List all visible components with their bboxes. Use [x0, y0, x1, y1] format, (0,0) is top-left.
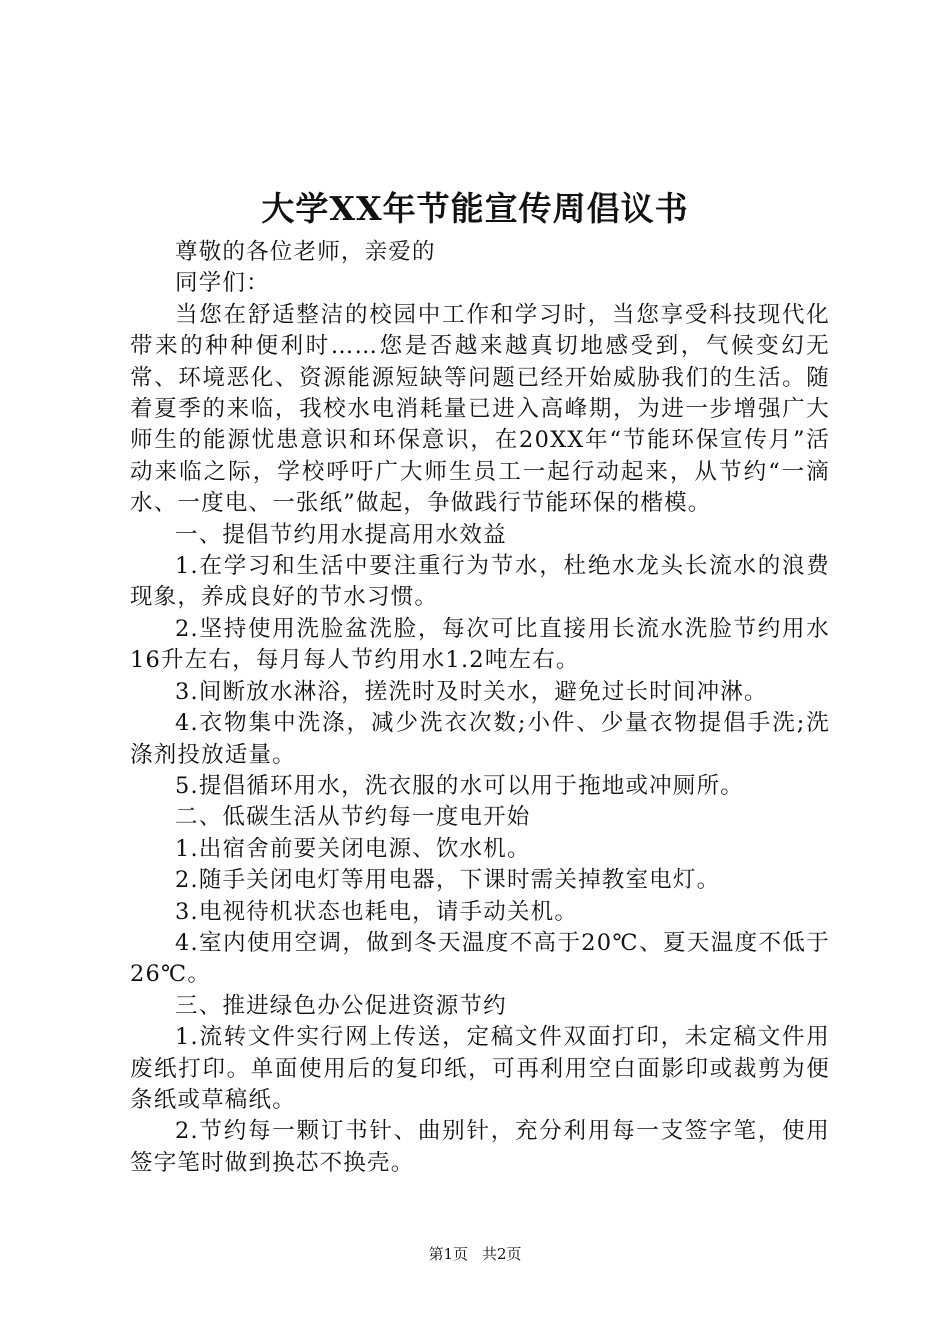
section-heading-electricity: 二、低碳生活从节约每一度电开始 — [175, 804, 531, 831]
water-item-4: 4.衣物集中洗涤，减少洗衣次数;小件、少量衣物提倡手洗;洗涤剂投放适量。 — [130, 710, 830, 768]
document-title: 大学XX年节能宣传周倡议书 — [261, 189, 689, 228]
section-heading-office: 三、推进绿色办公促进资源节约 — [175, 992, 507, 1019]
water-item-5: 5.提倡循环用水，洗衣服的水可以用于拖地或冲厕所。 — [175, 772, 744, 799]
office-item-1: 1.流转文件实行网上传送，定稿文件双面打印，未定稿文件用废纸打印。单面使用后的复印纸，可再利用空白面影印或裁剪为便条纸或草稿纸。 — [130, 1024, 830, 1113]
page-total: 共2页 — [482, 1245, 522, 1263]
water-item-3: 3.间断放水淋浴，搓洗时及时关水，避免过长时间冲淋。 — [175, 678, 768, 705]
water-item-1: 1.在学习和生活中要注重行为节水，杜绝水龙头长流水的浪费现象，养成良好的节水习惯。 — [130, 553, 830, 611]
electricity-item-3: 3.电视待机状态也耗电，请手动关机。 — [175, 898, 579, 925]
water-item-2: 2.坚持使用洗脸盆洗脸，每次可比直接用长流水洗脸节约用水16升左右，每月每人节约用水1.2吨左右。 — [130, 615, 830, 674]
intro-paragraph: 当您在舒适整洁的校园中工作和学习时，当您享受科技现代化带来的种种便利时……您是否越来越真切地感受到，气候变幻无常、环境恶化、资源能源短缺等问题已经开始威胁我们的生活。随着夏季的来临，我校水电消耗量已进入高峰期，为进一步增强广大师生的能源忧患意识和环保意识，在20XX年“节能环保宣传月”活动来临之际，学校呼吁广大师生员工一起行动起来，从节约“一滴水、一度电、一张纸”做起，争做践行节能环保的楷模。 — [130, 301, 830, 517]
office-item-2: 2.节约每一颗订书针、曲别针，充分利用每一支签字笔，使用签字笔时做到换芯不换壳。 — [130, 1118, 830, 1176]
section-heading-water: 一、提倡节约用水提高用水效益 — [175, 521, 507, 548]
electricity-item-2: 2.随手关闭电灯等用电器，下课时需关掉教室电灯。 — [175, 867, 721, 894]
page-footer — [0, 1244, 950, 1264]
salutation-line-2: 同学们： — [175, 270, 270, 297]
document-body — [130, 237, 830, 1179]
electricity-item-1: 1.出宿舍前要关闭电源、饮水机。 — [175, 835, 531, 862]
page-number: 第1页 — [428, 1245, 468, 1263]
salutation-line-1: 尊敬的各位老师，亲爱的 — [175, 239, 436, 265]
electricity-item-4: 4.室内使用空调，做到冬天温度不高于20℃、夏天温度不低于26℃。 — [130, 929, 830, 988]
